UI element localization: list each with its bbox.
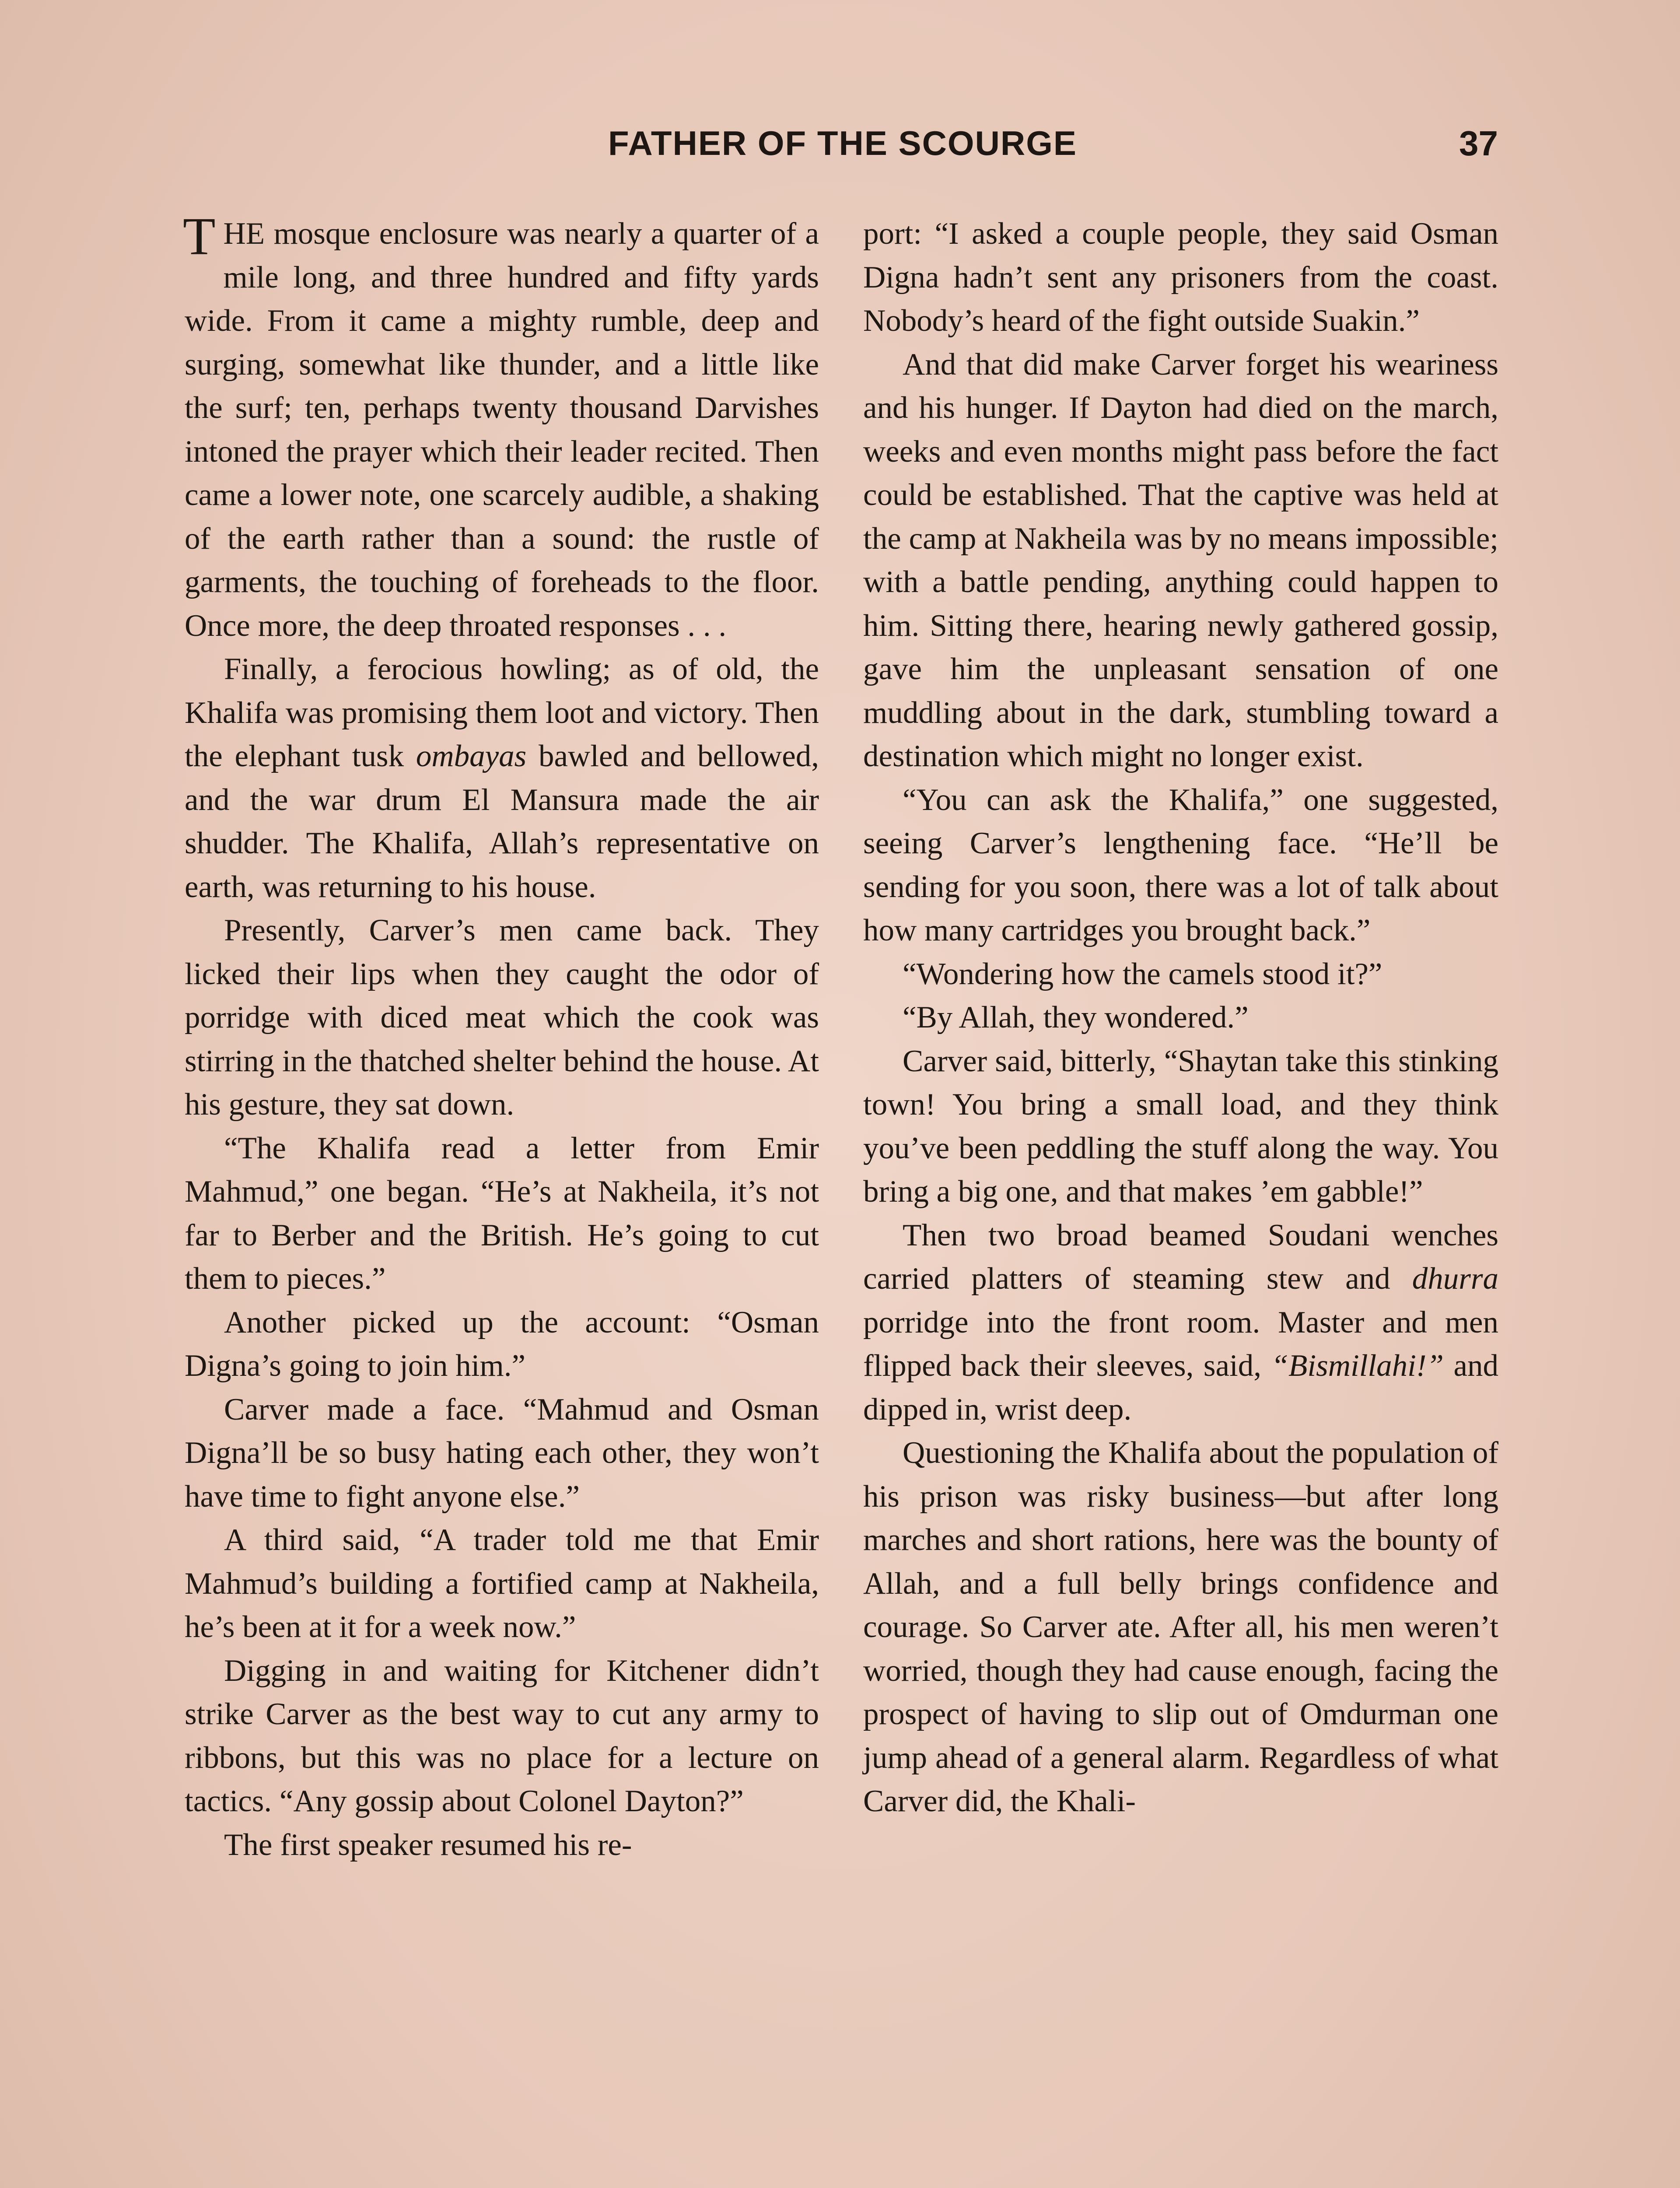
paragraph: Finally, a ferocious howling; as of old, the Khalifa was promising them loot and victory. Then the elephant tusk ombayas bawled and bellowed, and the war drum El Mansura made the air shudder. The Khalifa, Allah’s representative on earth, was returning to his house. (185, 652, 819, 904)
paragraph: Then two broad beamed Soudani wenches carried platters of steaming stew and dhurra porridge into the front room. Master and men flipped back their sleeves, said, “Bismillahi!” and dipped in, wrist deep. (863, 1218, 1498, 1427)
paragraph: And that did make Carver forget his weariness and his hunger. If Dayton had died on the march, weeks and even months might pass before the fact could be established. That the captive was held at the camp at Nakheila was by no means impossible; with a battle pending, anything could happen to him. Sitting there, hearing newly gathered gossip, gave him the unpleasant sensation of one muddling about in the dark, stumbling toward a destination which might no longer exist. (863, 347, 1498, 773)
paragraph: Digging in and waiting for Kitchener didn’t strike Carver as the best way to cut any army to ribbons, but this was no place for a lecture on tactics. “Any gossip about Colonel Dayton?” (185, 1653, 819, 1818)
right-column (863, 212, 1498, 1823)
paragraph: port: “I asked a couple people, they said Osman Digna hadn’t sent any prisoners from the coast. Nobody’s heard of the fight outside Suakin.” (863, 217, 1498, 338)
paragraph: Carver made a face. “Mahmud and Osman Digna’ll be so busy hating each other, they won’t have time to fight anyone else.” (185, 1392, 819, 1514)
left-column (183, 207, 819, 1867)
paragraph: “Wondering how the camels stood it?” (903, 957, 1382, 991)
paragraph: “The Khalifa read a letter from Emir Mahmud,” one began. “He’s at Nakheila, it’s not far to Berber and the British. He’s going to cut them to pieces.” (185, 1131, 819, 1296)
paragraph: Questioning the Khalifa about the population of his prison was risky business—but after long marches and short rations, here was the bounty of Allah, and a full belly brings confidence and courage. So Carver ate. After all, his men weren’t worried, though they had cause enough, facing the prospect of having to slip out of Omdurman one jump ahead of a general alarm. Regardless of what Carver did, the Khali- (863, 1436, 1498, 1818)
paragraph: The first speaker resumed his re- (224, 1827, 632, 1862)
paragraph: “By Allah, they wondered.” (903, 1000, 1249, 1034)
page-header (0, 123, 1680, 172)
paragraph: A third said, “A trader told me that Emir Mahmud’s building a fortified camp at Nakheila, he’s been at it for a week now.” (185, 1523, 819, 1644)
running-title: FATHER OF THE SCOURGE (608, 124, 1077, 162)
paragraph: “You can ask the Khalifa,” one suggested, seeing Carver’s lengthening face. “He’ll be sending for you soon, there was a lot of talk about how many cartridges you brought back.” (863, 782, 1498, 947)
paragraph: Presently, Carver’s men came back. They licked their lips when they caught the odor of porridge with diced meat which the cook was stirring in the thatched shelter behind the house. At his gesture, they sat down. (185, 913, 819, 1122)
drop-cap: T (183, 207, 216, 266)
page-number: 37 (1459, 124, 1498, 163)
paragraph: Carver said, bitterly, “Shaytan take this stinking town! You bring a small load, and they think you’ve been peddling the stuff along the way. You bring a big one, and that makes ’em gabble!” (863, 1044, 1498, 1209)
paragraph: THE mosque enclosure was nearly a quarter of a mile long, and three hundred and fifty yards wide. From it came a mighty rumble, deep and surging, somewhat like thunder, and a little like the surf; ten, perhaps twenty thousand Darvishes intoned the prayer which their leader recited. Then came a lower note, one scarcely audible, a shaking of the earth rather than a sound: the rustle of garments, the touching of foreheads to the floor. Once more, the deep throated responses . . . (183, 207, 819, 643)
paragraph: Another picked up the account: “Osman Digna’s going to join him.” (185, 1305, 819, 1383)
